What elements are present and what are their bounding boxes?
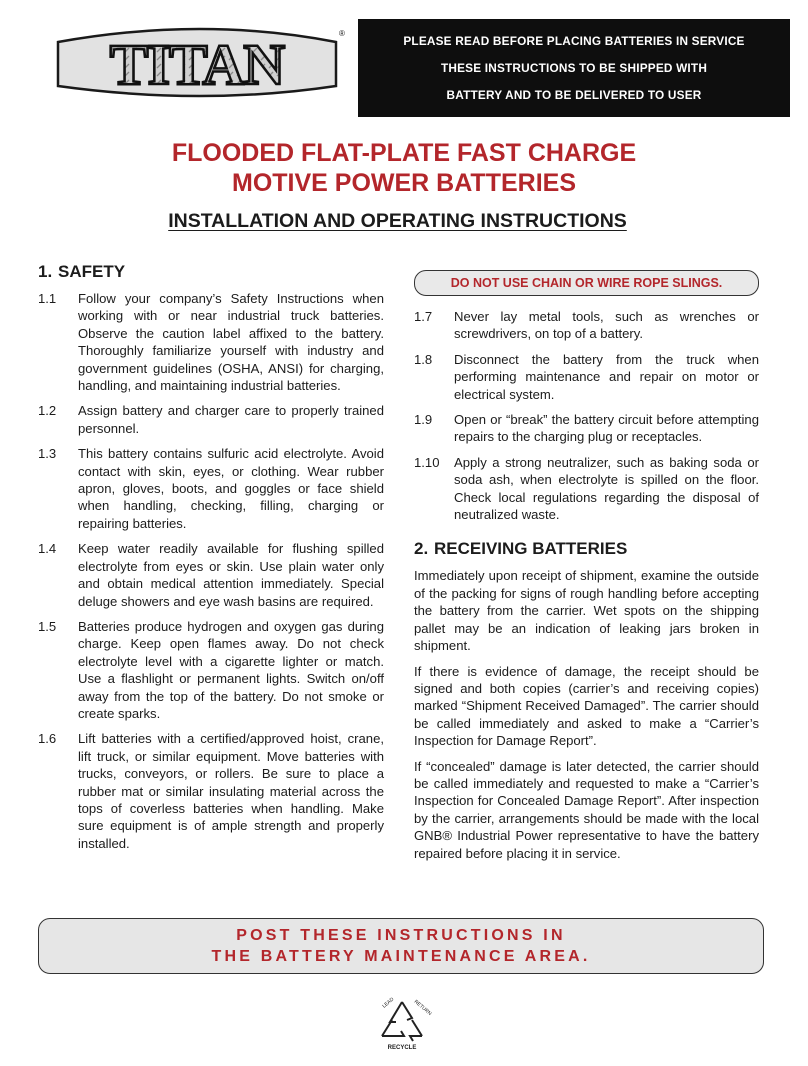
list-item: 1.9 Open or “break” the battery circuit before attempting repairs to the charging plug or receptacles.: [414, 412, 759, 445]
notice-line: PLEASE READ BEFORE PLACING BATTERIES IN SERVICE: [403, 33, 745, 48]
list-item: 1.8 Disconnect the battery from the truck when performing maintenance and repair on motor or electrical system.: [414, 351, 759, 402]
svg-text:LEAD: LEAD: [381, 996, 396, 1010]
brand-wordmark: TITAN: [109, 32, 285, 97]
list-item: 1.1 Follow your company’s Safety Instructions when working with or near industrial truck batteries. Observe the caution label affixed to the battery. Thoroughly familiarize yourself with industry and government guidelines (OSHA, ANSI) for charging, handling, and maintaining industrial batteries.: [38, 291, 384, 394]
right-column: [414, 270, 759, 870]
list-item: 1.7 Never lay metal tools, such as wrenches or screwdrivers, on top of a battery.: [414, 309, 759, 342]
list-item: 1.6 Lift batteries with a certified/approved hoist, crane, lift truck, or similar equipment. Move batteries with trucks, conveyors, or rollers. Be sure to place a rubber mat or similar insulating material across the tops of coverless batteries when handling. Make sure equipment is of ample strength and properly installed.: [38, 731, 384, 851]
paragraph: If “concealed” damage is later detected, the carrier should be called immediately and requested to make a “Carrier’s Inspection for Concealed Damage Report”. After inspection by the carrier, arrangements should be made with the local GNB® Industrial Power representative to have the battery repaired before placing it in service.: [414, 758, 759, 861]
post-instructions-banner: POST THESE INSTRUCTIONS IN THE BATTERY MAINTENANCE AREA.: [38, 918, 764, 974]
titan-logo: [52, 22, 348, 104]
left-column: [38, 262, 384, 860]
document-subtitle: INSTALLATION AND OPERATING INSTRUCTIONS: [168, 210, 627, 232]
section-heading-receiving: 2. RECEIVING BATTERIES: [414, 539, 628, 559]
warning-banner: DO NOT USE CHAIN OR WIRE ROPE SLINGS.: [414, 270, 759, 296]
recycle-icon: [368, 996, 436, 1052]
svg-text:RECYCLE: RECYCLE: [387, 1045, 417, 1051]
document-title: FLOODED FLAT-PLATE FAST CHARGE MOTIVE POWER BATTERIES: [171, 139, 637, 197]
svg-text:®: ®: [339, 29, 345, 38]
list-item: 1.4 Keep water readily available for flushing spilled electrolyte from eyes or skin. Use plain water only and obtain medical attention immediately. Special deluge showers and eye wash basins are required.: [38, 541, 384, 609]
notice-line: BATTERY AND TO BE DELIVERED TO USER: [446, 88, 702, 103]
list-item: 1.10 Apply a strong neutralizer, such as baking soda or soda ash, when electrolyte is spilled on the floor. Check local regulations regarding the disposal of neutralized waste.: [414, 454, 759, 523]
list-item: 1.5 Batteries produce hydrogen and oxygen gas during charge. Keep open flames away. Do not check electrolyte level with a cigarette lighter or match. Use a flashlight or permanent lights. Switch on/off away from the top of the battery. Do not smoke or create sparks.: [38, 618, 384, 721]
svg-text:RETURN: RETURN: [412, 998, 433, 1017]
paragraph: Immediately upon receipt of shipment, examine the outside of the packing for signs of rough handling before accepting the battery from the carrier. Wet spots on the shipping pallet may be an indication of leaking jars broken in shipment.: [414, 568, 759, 654]
list-item: 1.3 This battery contains sulfuric acid electrolyte. Avoid contact with skin, eyes, or clothing. Wear rubber apron, gloves, boots, and goggles or face shield when handling, checking, filling, charging or repairing batteries.: [38, 446, 384, 531]
paragraph: If there is evidence of damage, the receipt should be signed and both copies (carrier’s and receiving copies) marked “Shipment Received Damaged”. The carrier should be called immediately and asked to make a “Carrier’s Inspection for Damage Report”.: [414, 663, 759, 749]
notice-box: [358, 19, 790, 117]
section-heading-safety: 1. SAFETY: [38, 262, 126, 281]
list-item: 1.2 Assign battery and charger care to properly trained personnel.: [38, 403, 384, 436]
notice-line: THESE INSTRUCTIONS TO BE SHIPPED WITH: [440, 60, 708, 75]
